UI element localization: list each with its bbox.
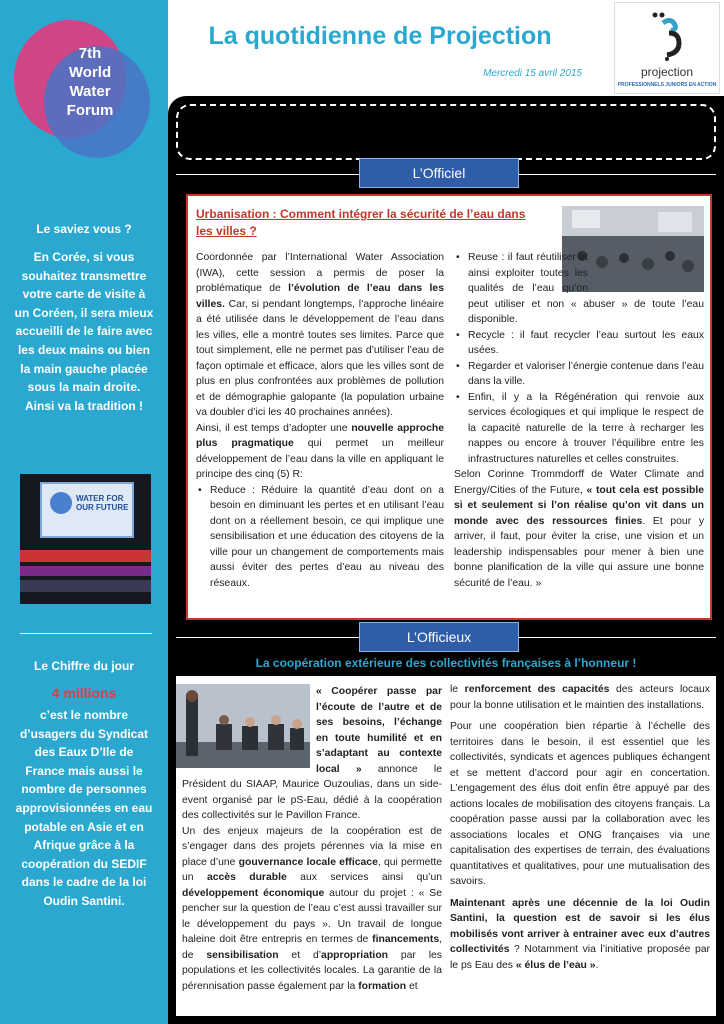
official-col-1: Coordonnée par l’International Water Association (IWA), cette session a permis de poser la problématique de l’évolution de l’eau dans les villes. Car, si pendant longtemps, l’approche linéaire a été utilisée dans le développement de l’eau dans les villes, elle a montré toutes ses limites. Parce que tout simplement, elle ne permet pas d’utiliser l’eau de façon optimale et efficace, alors que les villes sont de plus en plus confrontées aux problèmes de pollution et de démographie galopante (la population urbaine va doubler d’ici les 40 prochaines années). Ainsi, il est temps d’adopter une nouvelle approche plus pragmatique qui permet un meilleur développement de l’eau dans la ville en appliquant le principe des cinq (5) R: • Reduce : Réduire la quantité d’eau dont on a besoin en diminuant les pertes et en utilisant l’eau dont on a réellement besoin, ce qui implique une sensibilisation et une éducation des citoyens de la ville pour un changement de comportements mais aussi éviter des pertes d’eau au niveau des réseaux.: [196, 250, 444, 591]
unofficial-col-2: le renforcement des capacités des acteurs locaux pour la bonne utilisation et le maintien des installations. Pour une coopération bien répartie à l’échelle des territoires dans le besoin, il est essentiel que les collectivités, syndicats et agences publiques échangent et se mettent d’accord pour agir en concertation. L’engagement des élus doit enfin être appuyé par des actions locales de mobilisation des citoyens français. La coopération passe aussi par la collaboration avec les associations locales et ONG françaises via une capitalisation des expertises de terrain, des évaluations quantitatives et qualitatives, pour une mutualisation des savoirs. Maintenant après une décennie de la loi Oudin Santini, la question est de savoir si les élus mobilisés vont arriver à entrainer avec eux d’autres collectivités ? Notamment via l’initiative proposée par le ps Eau des « élus de l’eau ».: [450, 684, 710, 971]
side-event-panel-photo: [176, 684, 310, 768]
empty-banner-frame: [176, 104, 716, 160]
did-you-know-text: En Corée, si vous souhaitez transmettre votre carte de visite à un Coréen, il sera mieux accueilli de le faire avec les deux mains ou bien la main gauche placée sous la main droite. Ainsi va la tradition !: [14, 250, 154, 413]
official-col-2: • Reuse : il faut réutiliser et ainsi exploiter toutes les qualités de l’eau qu’on peut utiliser et non « abuser » de toute l’eau disponible. • Recycle : il faut recycler l’eau surtout les eaux usées. • Regarder et valoriser l’énergie contenue dans l’eau dans la ville. • Enfin, il y a la Régénération qui renvoie aux services écologiques et qui implique le respect de la capacité naturelle de la terre à recharger les nappes ou encore à trouver l’équilibre entre les infrastructures naturelles et celles construites. Selon Corinne Trommdorff de Water Climate and Energy/Cities of the Future, « tout cela est possible si et seulement si l’on réalise qu’on vit dans un monde avec des ressources finies. Et pour y arriver, il faut, pour éviter la crise, une vision et un leadership indispensables pour mener à bien une bonne planification de la ville qui assure une bonne sécurité de l’eau. »: [454, 250, 704, 591]
did-you-know-heading: Le saviez vous ?: [36, 222, 132, 236]
projection-logo-name: projection: [640, 65, 694, 79]
projection-mark-icon: [649, 9, 685, 61]
list-item: • Reduce : Réduire la quantité d’eau dont on a besoin en diminuant les pertes et en utilisant l’eau dont on a réellement besoin, ce qui implique une sensibilisation et une éducation des citoyens de la ville pour un changement de comportements mais aussi éviter des pertes d’eau au niveau des réseaux.: [196, 483, 444, 592]
figure-of-day-text: c’est le nombre d’usagers du Syndicat des Eaux D’Ile de France mais aussi le nombre de personnes approvisionnées en eau potable en Asie et en Afrique grâce à la coopération du SEDIF dans le cadre de la loi Oudin Santini.: [15, 708, 153, 908]
unofficial-subtitle: La coopération extérieure des collectivités françaises à l’honneur !: [255, 656, 637, 670]
figure-of-day-value: 4 millions: [51, 685, 117, 701]
unofficial-col-1: « Coopérer passe par l’écoute de l’autre et de ses besoins, l’échange en toute humilité et en s’adaptant au contexte local » annonce le Président du SIAAP, Maurice Ouzoulias, dans un side-event organisé par le pS-Eau, dédié à la coopération des collectivités sur le Pavillon France. Un des enjeux majeurs de la coopération est de s’engager dans des projets pérennes via la mise en place d’une gouvernance locale efficace, qui permette un accès durable aux services ainsi qu’un développement économique autour du projet : « Se pencher sur la question de l’eau c’est aussi travailler sur le développement du pays ». Un travail de longue haleine doit être entrepris en termes de financements, de sensibilisation et d’appropriation par les populations et les collectivités locales. La garantie de la pérennisation passe également par la formation et: [182, 684, 442, 994]
list-item: • Regarder et valoriser l’énergie contenue dans l’eau dans la ville.: [454, 359, 704, 390]
world-water-forum-logo: 7th World Water Forum: [14, 14, 154, 164]
newsletter-title: La quotidienne de Projection: [208, 22, 552, 50]
unofficial-article: [176, 676, 716, 1016]
korea-street-photo: [20, 474, 151, 604]
sidebar: [0, 0, 168, 1024]
list-item: • Reuse : il faut réutiliser et ainsi exploiter toutes les qualités de l’eau qu’on peut utiliser et non « abuser » de toute l’eau disponible.: [454, 250, 704, 328]
projection-logo-tagline: PROFESSIONNELS JUNIORS EN ACTION: [617, 82, 717, 88]
figure-of-day-heading: Le Chiffre du jour: [34, 659, 134, 673]
section-label-official: L’Officiel: [359, 158, 519, 188]
list-item: • Recycle : il faut recycler l’eau surtout les eaux usées.: [454, 328, 704, 359]
issue-date: Mercredi 15 avril 2015: [483, 68, 582, 79]
photo-sign-text: WATER FOR OUR FUTURE: [76, 494, 129, 512]
official-article-title: Urbanisation : Comment intégrer la sécurité de l’eau dans les villes ?: [196, 207, 526, 238]
list-item: • Enfin, il y a la Régénération qui renvoie aux services écologiques et qui implique le respect de la capacité naturelle de la terre à recharger les nappes ou encore à trouver l’équilibre entre les infrastructures naturelles et celles construites.: [454, 390, 704, 468]
sidebar-divider: [20, 633, 152, 634]
official-article: [186, 194, 712, 620]
section-label-unofficial: L’Officieux: [359, 622, 519, 652]
projection-logo: [614, 2, 720, 94]
